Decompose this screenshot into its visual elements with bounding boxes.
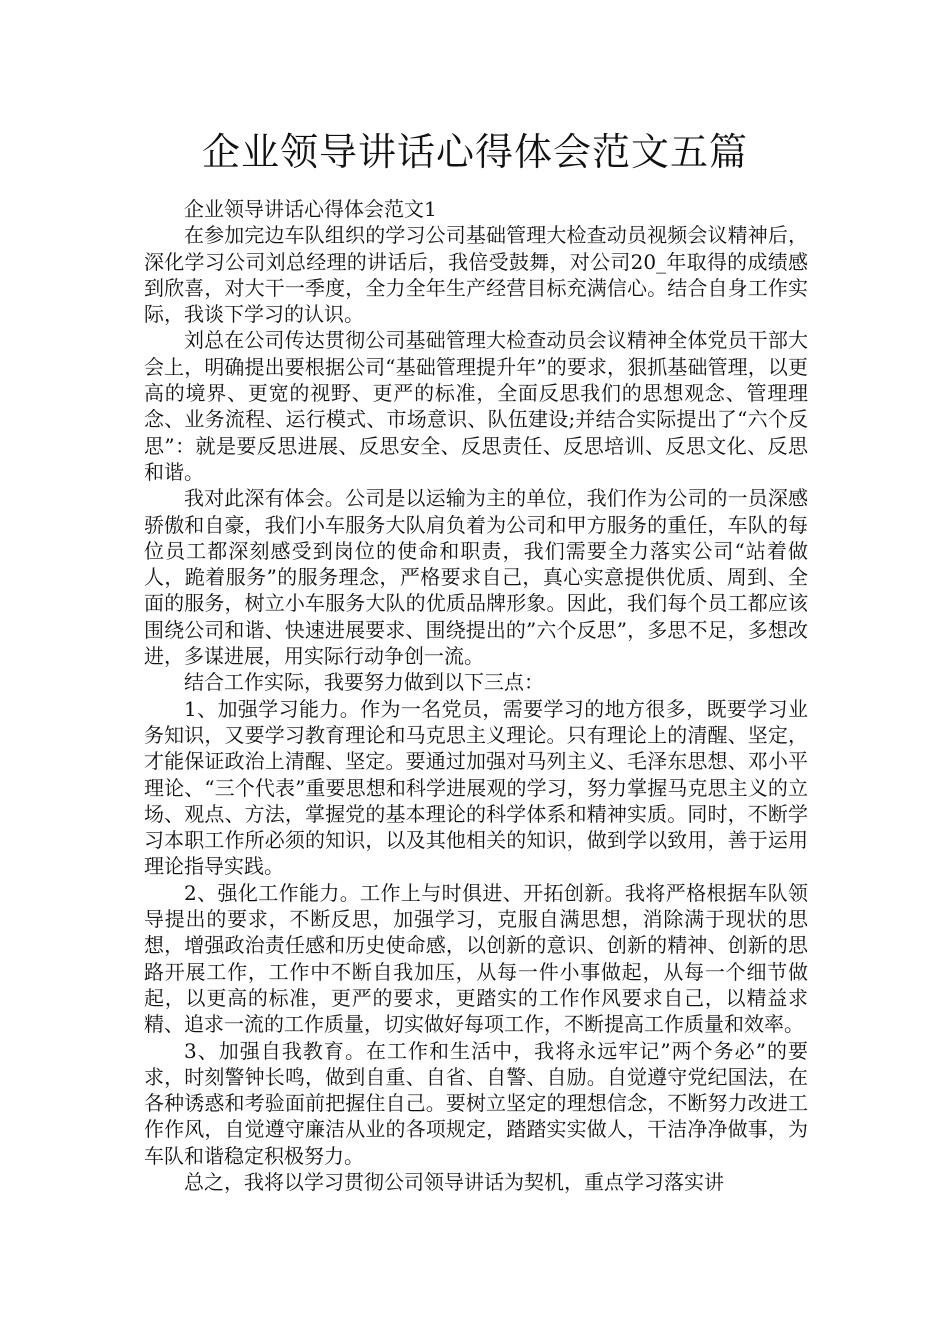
section-heading: 企业领导讲话心得体会范文1 xyxy=(184,197,437,221)
paragraph: 2、强化工作能力。工作上与时俱进、开拓创新。我将严格根据车队领导提出的要求，不断反思，加强学习，克服自满思想，消除满于现状的思想，增强政治责任感和历史使命感，以创新的意识、创新的精神、创新的思路开展工作，工作中不断自我加压，从每一件小事做起，从每一个细节做起，以更高的标准，更严的要求，更踏实的工作作风要求自己，以精益求精、追求一流的工作质量，切实做好每项工作，不断提高工作质量和效率。 xyxy=(144,880,808,1037)
paragraph: 我对此深有体会。公司是以运输为主的单位，我们作为公司的一员深感骄傲和自豪，我们小车服务大队肩负着为公司和甲方服务的重任，车队的每位员工都深刻感受到岗位的使命和职责，我们需要全力落实公司“站着做人，跪着服务”的服务理念，严格要求自己，真心实意提供优质、周到、全面的服务，树立小车服务大队的优质品牌形象。因此，我们每个员工都应该围绕公司和谐、快速进展要求、围绕提出的”六个反思”，多思不足，多想改进，多谋进展，用实际行动争创一流。 xyxy=(144,486,808,669)
paragraph: 结合工作实际，我要努力做到以下三点： xyxy=(184,670,544,695)
paragraph: 1、加强学习能力。作为一名党员，需要学习的地方很多，既要学习业务知识，又要学习教育理论和马克思主义理论。只有理论上的清醒、坚定，才能保证政治上清醒、坚定。要通过加强对马列主义、毛泽东思想、邓小平理论、“三个代表”重要思想和科学进展观的学习，努力掌握马克思主义的立场、观点、方法，掌握党的基本理论的科学体系和精神实质。同时，不断学习本职工作所必须的知识，以及其他相关的知识，做到学以致用，善于运用理论指导实践。 xyxy=(144,696,808,879)
document-body xyxy=(144,196,808,1195)
paragraph: 在参加完边车队组织的学习公司基础管理大检查动员视频会议精神后，深化学习公司刘总经理的讲话后，我倍受鼓舞，对公司20_年取得的成绩感到欣喜，对大干一季度，全力全年生产经营目标充满信心。结合自身工作实际，我谈下学习的认识。 xyxy=(144,223,808,327)
paragraph: 总之，我将以学习贯彻公司领导讲话为契机，重点学习落实讲 xyxy=(184,1169,724,1194)
paragraph: 3、加强自我教育。在工作和生活中，我将永远牢记”两个务必”的要求，时刻警钟长鸣，做到自重、自省、自警、自励。自觉遵守党纪国法，在各种诱惑和考验面前把握住自己。要树立坚定的理想信念，不断努力改进工作作风，自觉遵守廉洁从业的各项规定，踏踏实实做人，干洁净净做事，为车队和谐稳定积极努力。 xyxy=(144,1038,808,1168)
page-title: 企业领导讲话心得体会范文五篇 xyxy=(201,130,748,174)
paragraph: 刘总在公司传达贯彻公司基础管理大检查动员会议精神全体党员干部大会上，明确提出要根据公司“基础管理提升年”的要求，狠抓基础管理，以更高的境界、更宽的视野、更严的标准，全面反思我们的思想观念、管理理念、业务流程、运行模式、市场意识、队伍建设;并结合实际提出了“六个反思”：就是要反思进展、反思安全、反思责任、反思培训、反思文化、反思和谐。 xyxy=(144,328,808,484)
